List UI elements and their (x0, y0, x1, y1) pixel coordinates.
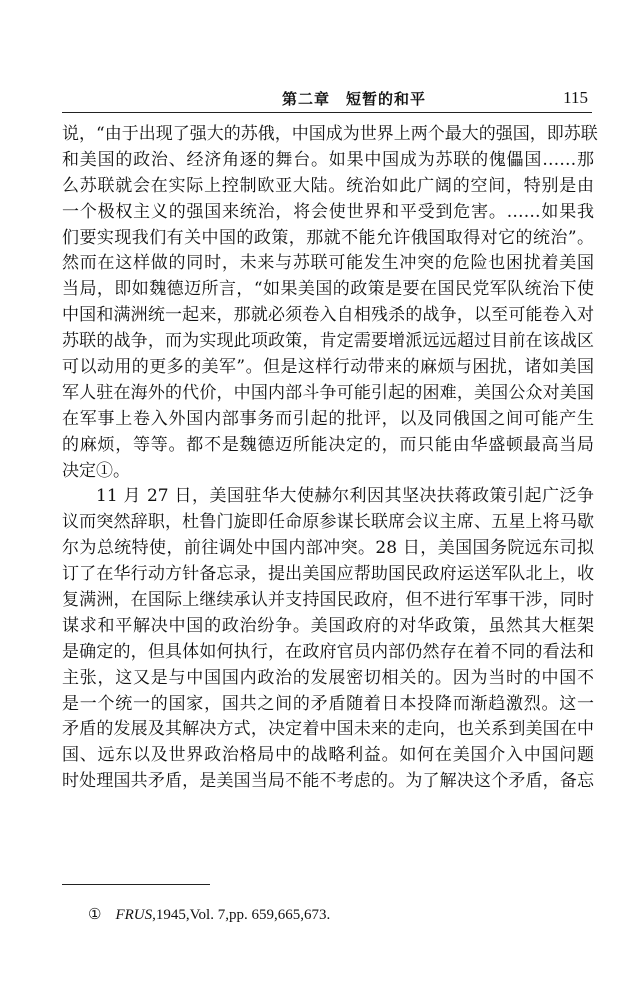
footnote (88, 905, 330, 924)
text-line: 尔为总统特使，前往调处中国内部冲突。28 日，美国国务院远东司拟 (62, 538, 594, 559)
text-line: 们要实现我们有关中国的政策，那就不能允许俄国取得对它的统治”。 (62, 227, 594, 248)
text-line: 国、远东以及世界政治格局中的战略利益。如何在美国介入中国问题 (62, 745, 594, 766)
text-line: 谋求和平解决中国的政治纷争。美国政府的对华政策，虽然其大框架 (62, 615, 594, 636)
text-line: 可以动用的更多的美军”。但是这样行动带来的麻烦与困扰，诸如美国 (62, 357, 594, 378)
text-line: 主张，这又是与中国国内政治的发展密切相关的。因为当时的中国不 (62, 667, 594, 688)
text-line: 矛盾的发展及其解决方式，决定着中国未来的走向，也关系到美国在中 (62, 719, 594, 740)
footnote-source: FRUS (115, 907, 153, 923)
text-line: 和美国的政治、经济角逐的舞台。如果中国成为苏联的傀儡国……那 (62, 149, 594, 170)
running-header (62, 86, 592, 113)
text-line: 说，“由于出现了强大的苏俄，中国成为世界上两个最大的强国，即苏联 (62, 124, 598, 144)
text-line: 决定①。 (62, 460, 130, 481)
footnote-divider (62, 884, 210, 885)
footnote-details: ,1945,Vol. 7,pp. 659,665,673. (152, 907, 331, 923)
chapter-title: 第二章 短暂的和平 (282, 90, 427, 108)
text-line: 一个极权主义的强国来统治，将会使世界和平受到危害。……如果我 (62, 201, 594, 222)
text-line: 订了在华行动方针备忘录，提出美国应帮助国民政府运送军队北上，收 (62, 564, 594, 585)
text-line: 是一个统一的国家，国共之间的矛盾随着日本投降而渐趋激烈。这一 (62, 693, 594, 714)
text-line: 军人驻在海外的代价，中国内部斗争可能引起的困难，美国公众对美国 (62, 382, 594, 403)
text-line: 中国和满洲统一起来，那就必须卷入自相残杀的战争，以至可能卷入对 (62, 305, 594, 326)
text-line: 在军事上卷入外国内部事务而引起的批评，以及同俄国之间可能产生 (62, 408, 594, 429)
text-line: 苏联的战争，而为实现此项政策，肯定需要增派远远超过目前在该战区 (62, 331, 594, 352)
paragraph-1 (62, 122, 598, 484)
text-line: 的麻烦，等等。都不是魏德迈所能决定的，而只能由华盛顿最高当局 (62, 434, 594, 455)
text-line: 议而突然辞职，杜鲁门旋即任命原参谋长联席会议主席、五星上将马歇 (62, 512, 594, 533)
text-line: 然而在这样做的同时，未来与苏联可能发生冲突的危险也困扰着美国 (62, 253, 594, 274)
page-number: 115 (563, 88, 588, 107)
paragraph-2 (62, 484, 594, 795)
text-line: 时处理国共矛盾，是美国当局不能不考虑的。为了解决这个矛盾，备忘 (62, 771, 594, 792)
text-line: 11 月 27 日，美国驻华大使赫尔利因其坚决扶蒋政策引起广泛争 (96, 486, 594, 507)
text-line: 么苏联就会在实际上控制欧亚大陆。统治如此广阔的空间，特别是由 (62, 175, 594, 196)
text-line: 当局，即如魏德迈所言，“如果美国的政策是要在国民党军队统治下使 (62, 279, 594, 300)
text-line: 复满洲，在国际上继续承认并支持国民政府，但不进行军事干涉，同时 (62, 590, 594, 611)
footnote-marker: ① (88, 907, 102, 923)
text-line: 是确定的，但具体如何执行，在政府官员内部仍然存在着不同的看法和 (62, 641, 594, 662)
body-text (62, 122, 598, 795)
